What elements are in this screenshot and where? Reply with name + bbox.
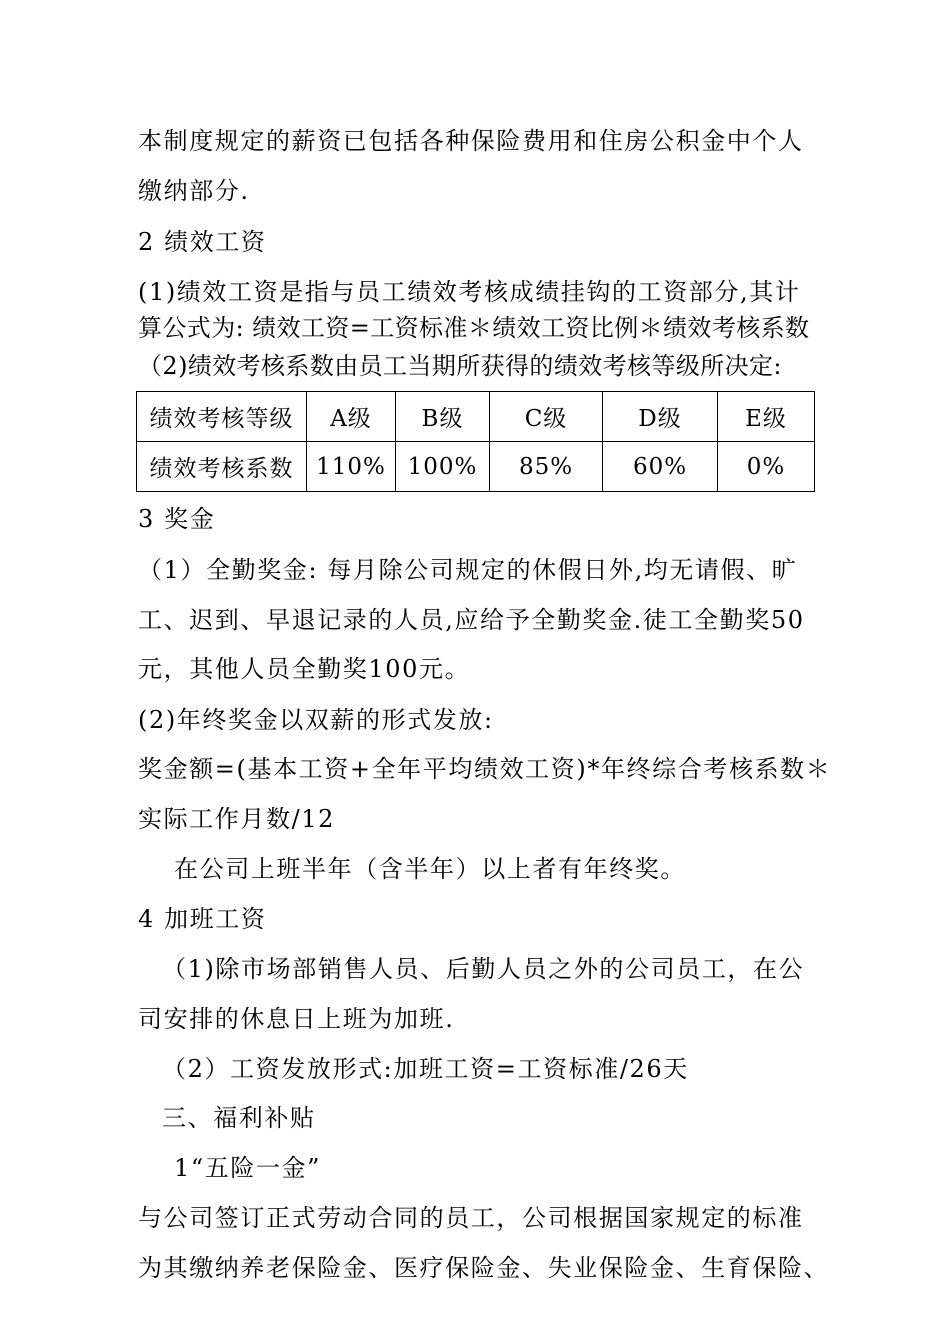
paragraph-line: （2）工资发放形式:加班工资=工资标准/26天	[162, 1055, 689, 1083]
table-cell: A级	[307, 392, 396, 442]
paragraph-line: 司安排的休息日上班为加班.	[138, 1005, 455, 1033]
paragraph-line: 在公司上班半年（含半年）以上者有年终奖。	[174, 855, 686, 883]
table-cell: E级	[718, 392, 815, 442]
table-cell: D级	[603, 392, 718, 442]
subsection-heading: 1“五险一金”	[174, 1154, 322, 1182]
paragraph-line: 为其缴纳养老保险金、医疗保险金、失业保险金、生育保险、	[138, 1254, 830, 1282]
table-row	[137, 442, 815, 492]
table-cell: B级	[396, 392, 490, 442]
paragraph-line: 缴纳部分.	[138, 177, 250, 205]
paragraph-line: 算公式为: 绩效工资=工资标准＊绩效工资比例＊绩效考核系数	[138, 314, 810, 342]
table-row	[137, 392, 815, 442]
formula-line: 实际工作月数/12	[138, 805, 336, 833]
paragraph-line: 与公司签订正式劳动合同的员工，公司根据国家规定的标准	[138, 1204, 804, 1232]
table-cell: 85%	[490, 442, 603, 492]
formula-line: 奖金额=(基本工资+全年平均绩效工资)*年终综合考核系数＊	[138, 755, 832, 783]
table-cell: 绩效考核等级	[137, 392, 307, 442]
table-cell: C级	[490, 392, 603, 442]
paragraph-line: （1）全勤奖金: 每月除公司规定的休假日外,均无请假、旷	[138, 556, 798, 584]
paragraph-line: （1)除市场部销售人员、后勤人员之外的公司员工，在公	[162, 955, 805, 983]
section-heading: 4 加班工资	[138, 905, 267, 933]
paragraph-line: (1)绩效工资是指与员工绩效考核成绩挂钩的工资部分,其计	[138, 278, 801, 306]
table-cell: 0%	[718, 442, 815, 492]
section-heading: 2 绩效工资	[138, 228, 267, 256]
section-heading: 3 奖金	[138, 505, 216, 533]
paragraph-line: 工、迟到、早退记录的人员,应给予全勤奖金.徒工全勤奖50	[138, 606, 805, 634]
table-cell: 绩效考核系数	[137, 442, 307, 492]
table-cell: 110%	[307, 442, 396, 492]
paragraph-line: 元，其他人员全勤奖100元。	[138, 655, 471, 683]
paragraph-line: (2)年终奖金以双薪的形式发放:	[138, 706, 494, 734]
table-cell: 100%	[396, 442, 490, 492]
table-cell: 60%	[603, 442, 718, 492]
section-heading: 三、福利补贴	[162, 1104, 316, 1132]
paragraph-line: （2)绩效考核系数由员工当期所获得的绩效考核等级所决定:	[138, 352, 782, 380]
performance-coefficient-table	[136, 391, 815, 492]
paragraph-line: 本制度规定的薪资已包括各种保险费用和住房公积金中个人	[138, 127, 804, 155]
